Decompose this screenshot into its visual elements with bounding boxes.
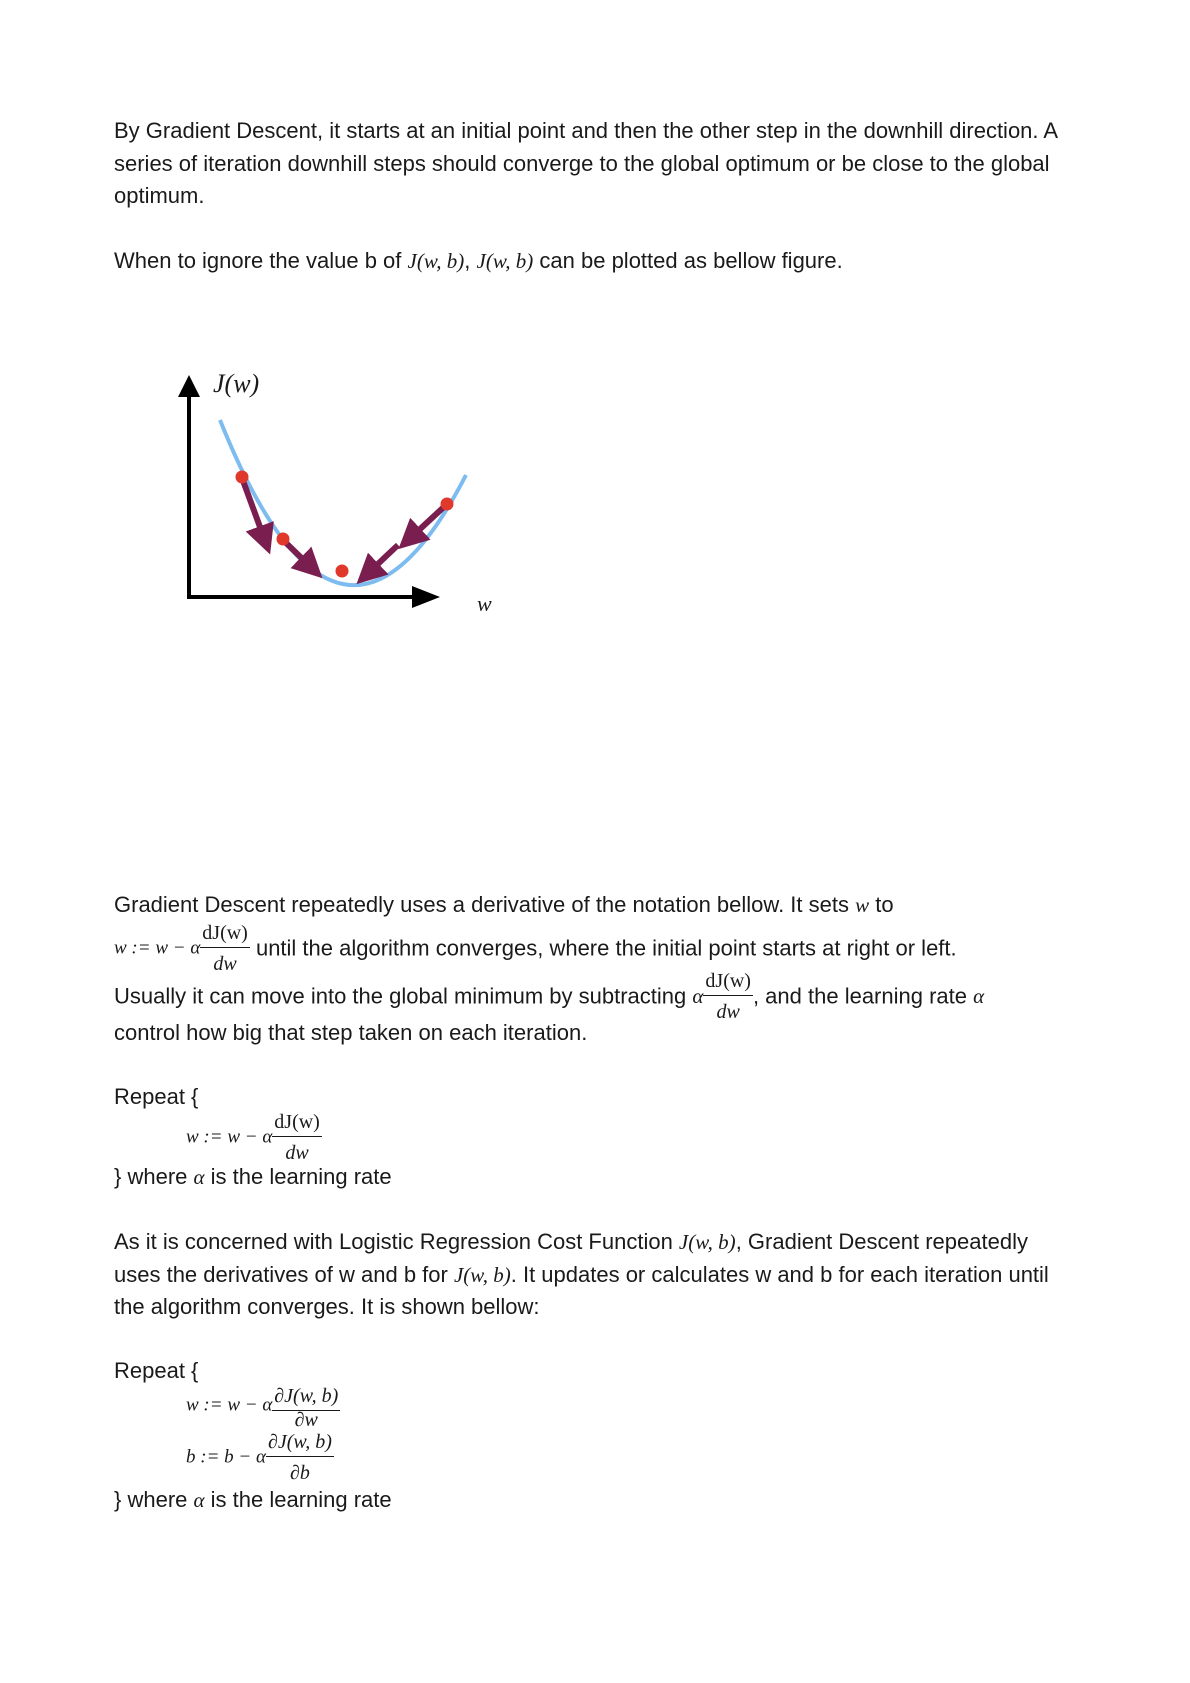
gd-paragraph-line-2 <box>114 921 957 976</box>
descent-arrow <box>283 540 316 572</box>
lr-text: As it is concerned with Logistic Regression Cost Function <box>114 1229 679 1254</box>
minimum-point <box>336 565 349 578</box>
iteration-point <box>441 498 454 511</box>
derivative-denominator: dw <box>285 1142 309 1164</box>
partial-denominator: ∂w <box>294 1409 318 1431</box>
cost-curve-figure <box>150 360 530 630</box>
w-symbol: w <box>855 893 870 917</box>
gd-text: , and the learning rate <box>752 983 974 1009</box>
gd-paragraph-line-3 <box>114 969 984 1024</box>
alpha-symbol: α <box>973 984 985 1008</box>
alpha-symbol: α <box>692 984 704 1008</box>
close-text: is the learning rate <box>204 1487 392 1512</box>
repeat-block-2-open: Repeat { <box>114 1358 199 1383</box>
x-axis-arrowhead <box>412 586 440 608</box>
partial-numerator: ∂J(w, b) <box>266 1430 334 1457</box>
derivative-numerator: dJ(w) <box>200 921 250 948</box>
derivative-fraction <box>272 1110 322 1165</box>
derivative-numerator: dJ(w) <box>272 1110 322 1137</box>
repeat-block-1-open: Repeat { <box>114 1084 199 1109</box>
x-axis-label: w <box>477 591 492 616</box>
derivative-denominator: dw <box>213 953 237 975</box>
logistic-regression-paragraph <box>114 1226 1074 1324</box>
update-rule-lhs: w := w − α <box>186 1126 273 1148</box>
lr-text: . It updates or calculates w and b for each iteration until the algorithm converges. It is shown bellow: <box>114 1261 1049 1319</box>
repeat-block-2-close <box>114 1487 392 1513</box>
close-text: is the learning rate <box>204 1164 392 1189</box>
iteration-point <box>236 471 249 484</box>
cost-function-symbol: J(w, b) <box>678 1230 736 1254</box>
repeat-block-1-equation <box>186 1110 322 1165</box>
partial-numerator: ∂J(w, b) <box>272 1384 340 1411</box>
alpha-symbol: α <box>193 1488 205 1512</box>
y-axis-label: J(w) <box>213 369 260 398</box>
comma: , <box>464 248 477 273</box>
update-rule-lhs: w := w − α <box>186 1394 273 1416</box>
gd-text: Usually it can move into the global minimum by subtracting <box>114 983 693 1009</box>
close-text: } where <box>114 1487 194 1512</box>
alpha-symbol: α <box>193 1165 205 1189</box>
gd-text: Gradient Descent repeatedly uses a derivative of the notation bellow. It sets <box>114 892 856 917</box>
plot-description-paragraph <box>114 245 1074 278</box>
gd-text: to <box>869 892 894 917</box>
cost-function-symbol: J(w, b) <box>476 249 534 273</box>
plot-description-text-end: can be plotted as bellow figure. <box>533 248 843 273</box>
gd-text: until the algorithm converges, where the initial point starts at right or left. <box>249 935 957 961</box>
lr-text: , Gradient Descent repeatedly uses the derivatives of w and b for <box>114 1229 1028 1287</box>
repeat-block-2-equation-w <box>186 1384 340 1431</box>
partial-derivative-fraction <box>272 1384 340 1431</box>
gd-paragraph-line-4: control how big that step taken on each iteration. <box>114 1020 588 1045</box>
derivative-denominator: dw <box>716 1001 740 1023</box>
intro-paragraph: By Gradient Descent, it starts at an initial point and then the other step in the downhill direction. A series of iteration downhill steps should converge to the global optimum or be close to the global optimum. <box>114 118 1057 208</box>
update-rule-lhs: b := b − α <box>186 1446 266 1468</box>
close-text: } where <box>114 1164 194 1189</box>
derivative-fraction <box>200 921 250 976</box>
repeat-block-2-equation-b <box>186 1430 334 1485</box>
partial-denominator: ∂b <box>289 1462 310 1484</box>
iteration-point <box>277 533 290 546</box>
plot-description-text-start: When to ignore the value b of <box>114 248 408 273</box>
derivative-numerator: dJ(w) <box>703 969 753 996</box>
cost-function-symbol: J(w, b) <box>407 249 465 273</box>
gd-paragraph-line-1 <box>114 892 894 918</box>
cost-function-symbol: J(w, b) <box>453 1262 511 1287</box>
y-axis-arrowhead <box>178 375 200 397</box>
repeat-block-1-close <box>114 1164 392 1190</box>
derivative-fraction <box>703 969 753 1024</box>
partial-derivative-fraction <box>266 1430 334 1485</box>
update-rule-lhs: w := w − α <box>114 937 201 959</box>
cost-curve <box>220 420 466 585</box>
